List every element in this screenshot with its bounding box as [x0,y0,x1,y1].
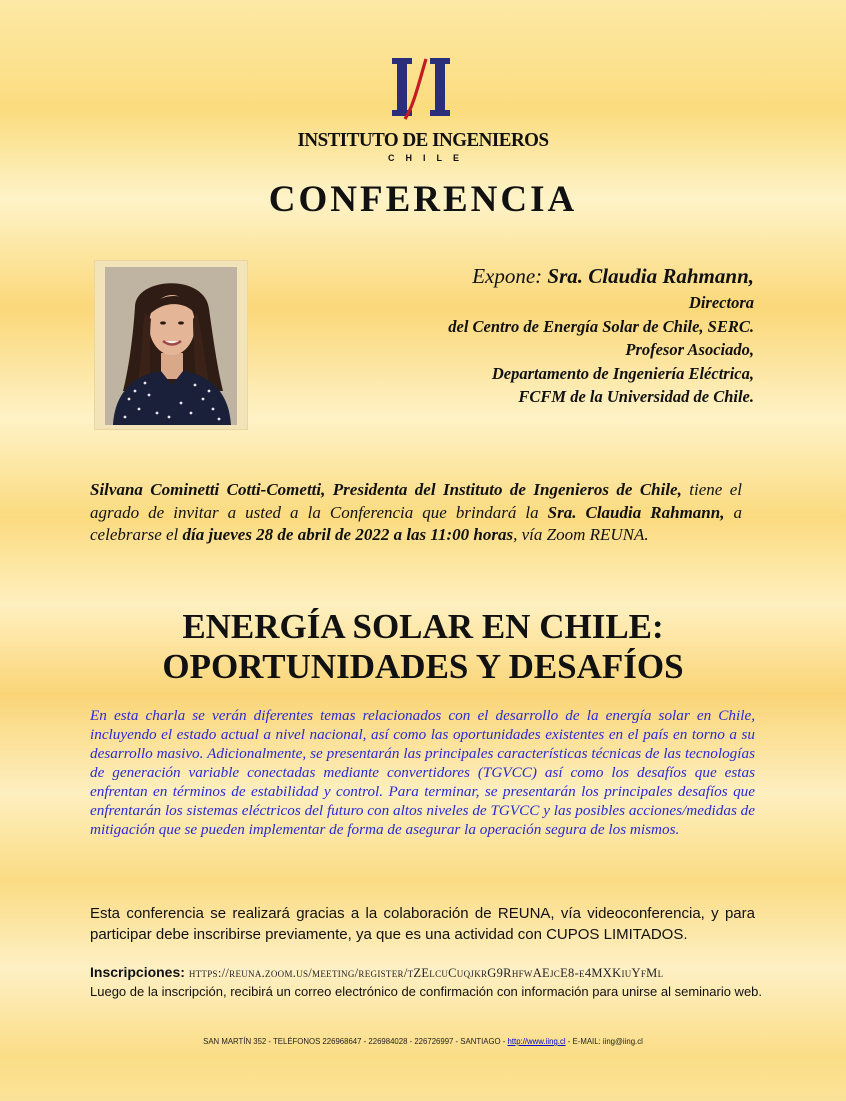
speaker-portrait [105,267,237,425]
speaker-name-row [334,262,754,290]
invitation-paragraph [90,479,742,547]
instituto-ingenieros-logo [386,58,456,120]
speaker-name: Sra. Claudia Rahmann, [547,264,754,288]
footer [0,1037,846,1046]
talk-title-line: OPORTUNIDADES Y DESAFÍOS [162,647,684,686]
speaker-line: Profesor Asociado, [625,340,754,359]
speaker-photo [94,260,248,430]
invitation-text: , vía Zoom REUNA. [513,525,649,544]
invitation-text: a celebrarse el [90,502,742,544]
talk-title [0,607,846,687]
org-name: INSTITUTO DE INGENIEROS [297,129,549,152]
invitation-text: tiene el agrado de invitar a usted a la Conferencia que brindará la [90,480,742,522]
speaker-line: Departamento de Ingeniería Eléctrica, [491,363,754,383]
footer-address: SAN MARTÍN 352 - TELÉFONOS 226968647 - 226984028 - 226726997 - SANTIAGO - [203,1037,508,1046]
page-title: CONFERENCIA [268,179,578,220]
talk-abstract: En esta charla se verán diferentes temas relacionados con el desarrollo de la energía solar en Chile, incluyendo el estado actual a nivel nacional, así como las oportunidades existentes en el país en torno a su desarrollo masivo. Adicionalmente, se presentarán las principales características técnicas de las tecnologías de generación variable conectadas mediante convertidores (TGVCC) así como los desafíos que estas enfrentan en términos de estabilidad y control. Para terminar, se presentarán los principales desafíos que enfrentarán los sistemas eléctricos del futuro con altos niveles de TGVCC y las posibles acciones/medidas de mitigación que se pueden implementar de forma de asegurar la operación segura de los mismos. [90,707,755,838]
registration-link[interactable]: https://reuna.zoom.us/meeting/register/tZElcuCuqjkrG9RhfwAEjcE8-e4MXKiuYfMl [188,966,664,980]
speaker-line: FCFM de la Universidad de Chile. [518,387,754,406]
event-date: día jueves 28 de abril de 2022 a las 11:00 horas [182,525,514,544]
invitation-speaker: Sra. Claudia Rahmann, [547,502,725,522]
host-name: Silvana Cominetti Cotti-Cometti, Presidenta del Instituto de Ingenieros de Chile, [90,480,682,499]
registration-label: Inscripciones: [90,964,185,980]
expone-label: Expone: [472,264,543,288]
footer-email: - E-MAIL: iing@iing.cl [565,1037,643,1046]
talk-title-line: ENERGÍA SOLAR EN CHILE: [182,607,664,646]
registration-note: Luego de la inscripción, recibirá un correo electrónico de confirmación con información para unirse al seminario web. [90,984,763,999]
org-country: CHILE [388,153,470,163]
registration [90,963,770,983]
website-link[interactable]: http://www.iing.cl [507,1037,566,1046]
speaker-line: del Centro de Energía Solar de Chile, SERC. [448,316,754,336]
speaker-line: Directora [688,293,754,312]
collaboration-note: Esta conferencia se realizará gracias a la colaboración de REUNA, vía videoconferencia, y para participar debe inscribirse previamente, ya que es una actividad con CUPOS LIMITADOS. [90,905,755,943]
speaker-info [334,262,754,409]
